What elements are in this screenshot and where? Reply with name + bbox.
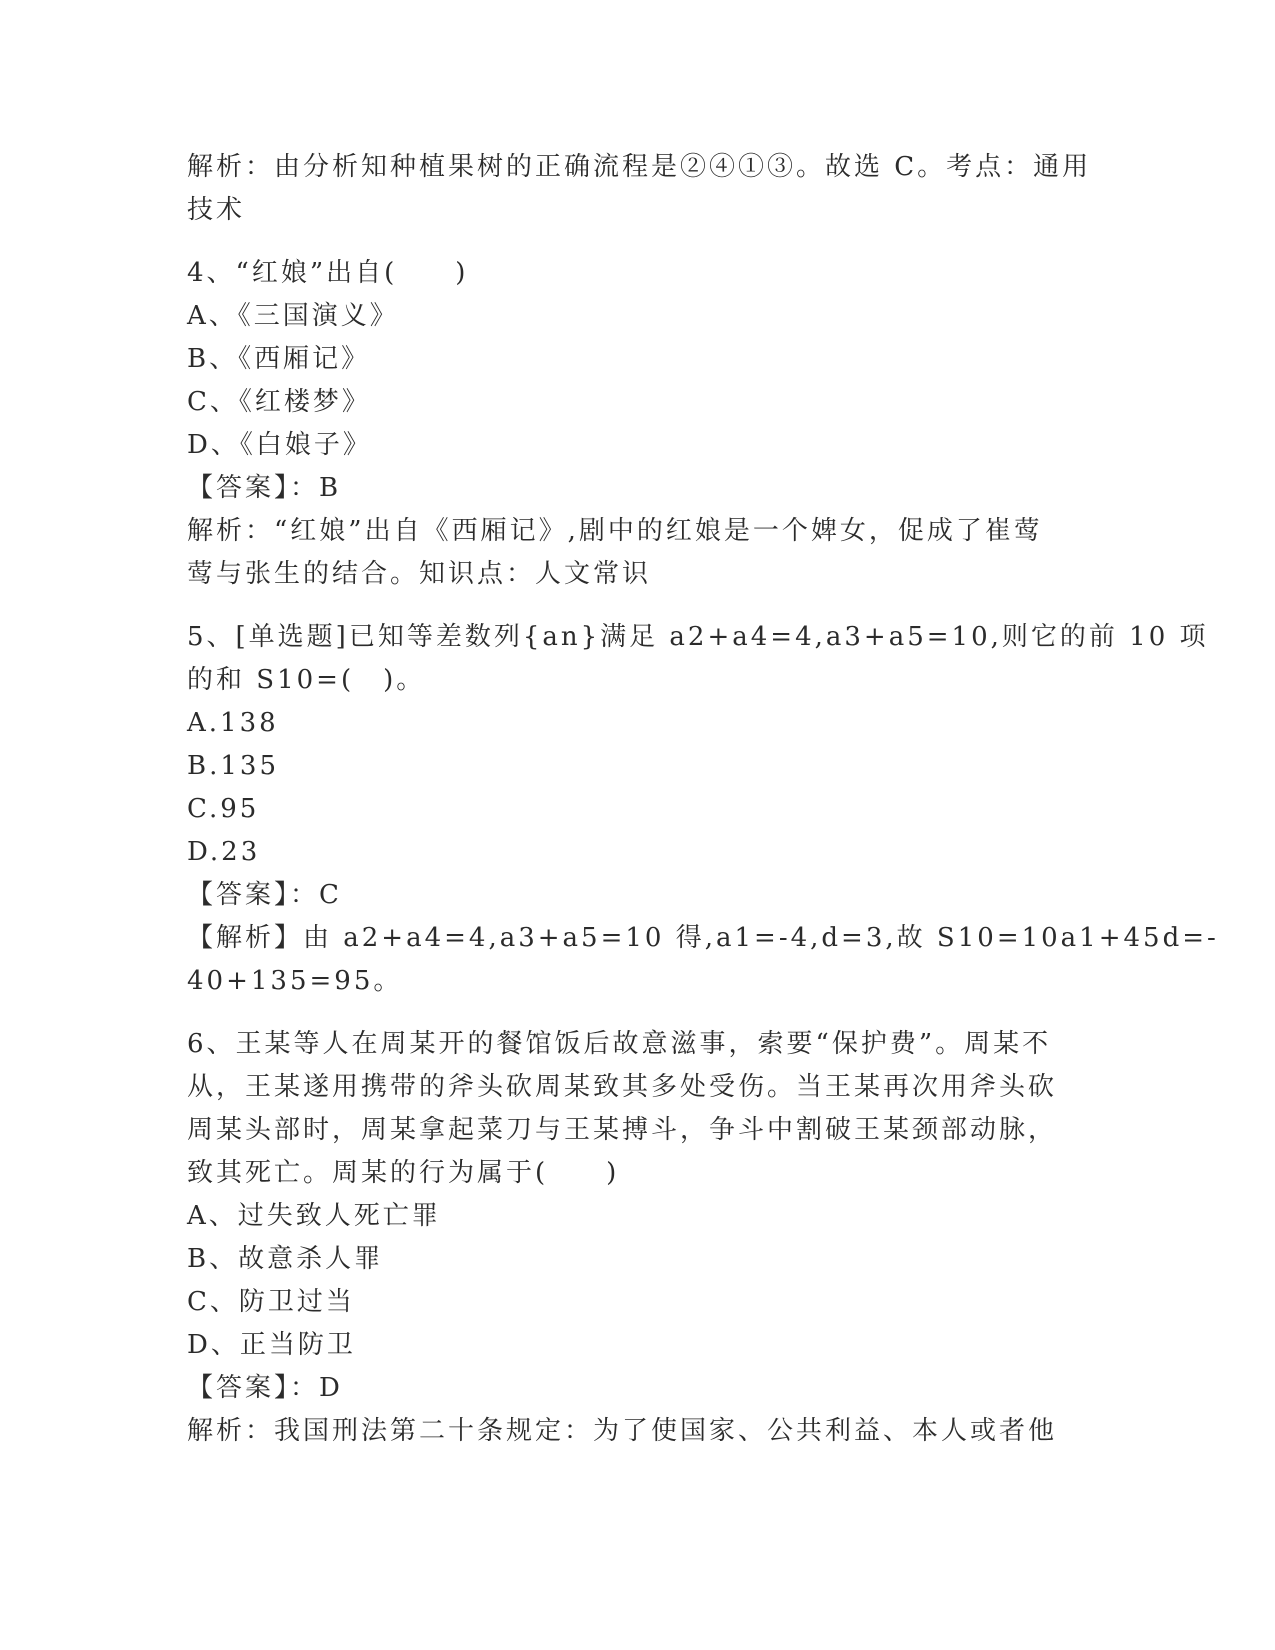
option-a: A、《三国演义》 — [187, 301, 399, 331]
question-stem: 的和 S10=( )。 — [187, 665, 426, 695]
analysis-text: 解析：我国刑法第二十条规定：为了使国家、公共利益、本人或者他 — [187, 1416, 1058, 1446]
option-a: A.138 — [187, 708, 279, 738]
paragraph-gap — [187, 596, 1087, 616]
answer-line: 【答案】：D — [187, 1373, 343, 1403]
option-d: D、正当防卫 — [187, 1330, 356, 1360]
option-d: D、《白娘子》 — [187, 430, 372, 460]
option-c: C、《红楼梦》 — [187, 387, 371, 417]
option-b: B、《西厢记》 — [187, 344, 371, 374]
option-d: D.23 — [187, 837, 261, 867]
question-stem: 周某头部时，周某拿起菜刀与王某搏斗，争斗中割破王某颈部动脉， — [187, 1115, 1058, 1145]
question-block-6 — [187, 1023, 1087, 1453]
option-b: B、故意杀人罪 — [187, 1244, 384, 1274]
analysis-text: 解析：由分析知种植果树的正确流程是②④①③。故选 C。考点：通用 — [187, 152, 1092, 182]
answer-line: 【答案】：B — [187, 473, 342, 503]
question-block-4 — [187, 252, 1087, 596]
option-a: A、过失致人死亡罪 — [187, 1201, 441, 1231]
paragraph-gap — [187, 232, 1087, 252]
page-content — [187, 146, 1219, 1453]
question-stem: 5、[单选题]已知等差数列{an}满足 a2+a4=4,a3+a5=10,则它的前 10 项 — [187, 622, 1209, 652]
question-stem: 6、王某等人在周某开的餐馆饭后故意滋事，索要“保护费”。周某不 — [187, 1029, 1052, 1059]
analysis-block-q3 — [187, 146, 1092, 232]
analysis-text: 40+135=95。 — [187, 966, 403, 996]
analysis-text: 【解析】由 a2+a4=4,a3+a5=10 得,a1=-4,d=3,故 S10=10a1+45d=- — [187, 923, 1219, 953]
option-b: B.135 — [187, 751, 279, 781]
question-stem: 4、“红娘”出自( ) — [187, 258, 469, 288]
analysis-text: 解析：“红娘”出自《西厢记》,剧中的红娘是一个婢女，促成了崔莺 — [187, 516, 1043, 546]
answer-line: 【答案】：C — [187, 880, 342, 910]
analysis-text: 技术 — [187, 195, 246, 225]
question-stem: 从，王某遂用携带的斧头砍周某致其多处受伤。当王某再次用斧头砍 — [187, 1072, 1058, 1102]
paragraph-gap — [187, 1003, 1087, 1023]
option-c: C、防卫过当 — [187, 1287, 355, 1317]
option-c: C.95 — [187, 794, 260, 824]
analysis-text: 莺与张生的结合。知识点：人文常识 — [187, 559, 652, 589]
question-stem: 致其死亡。周某的行为属于( ) — [187, 1158, 620, 1188]
question-block-5 — [187, 616, 1219, 1003]
